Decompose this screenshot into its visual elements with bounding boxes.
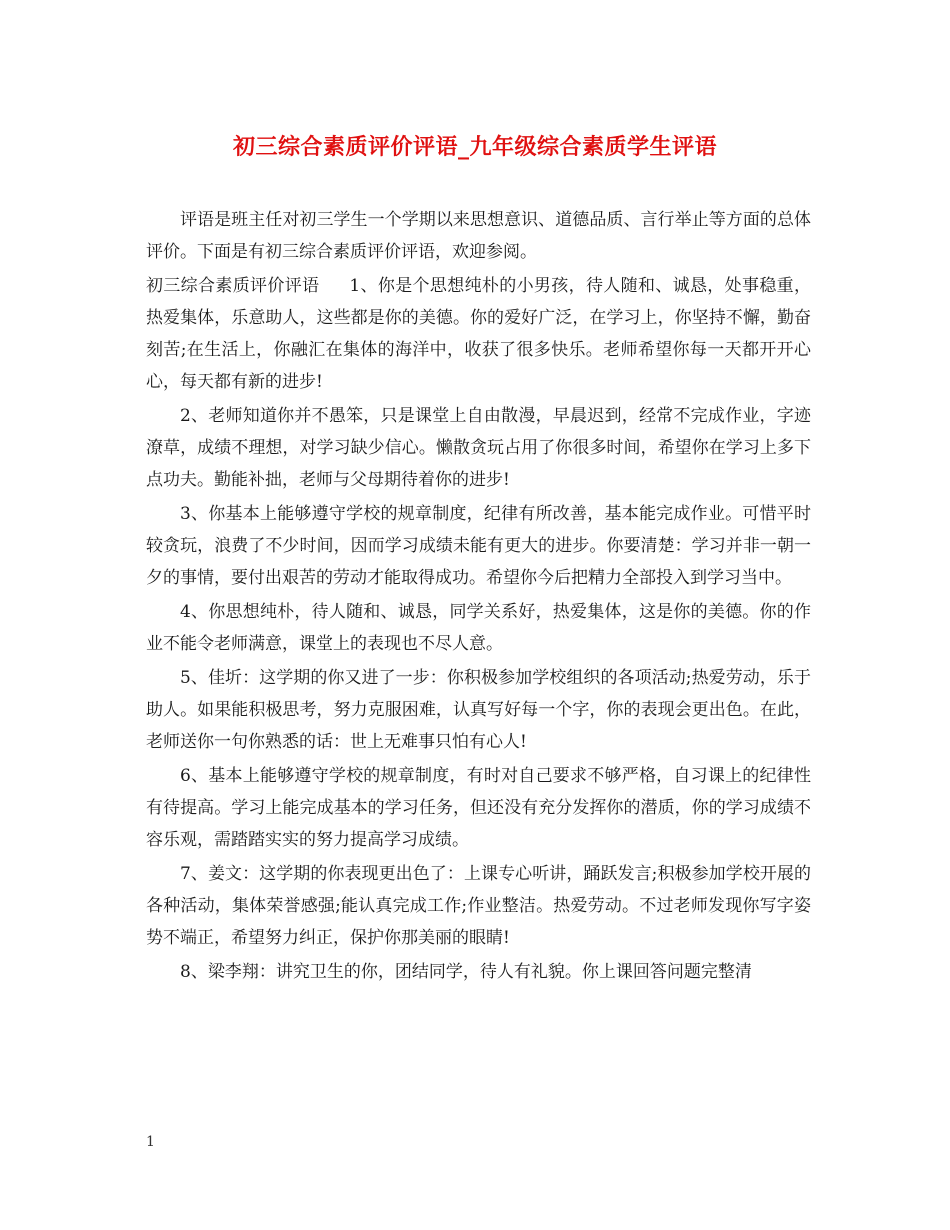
item-6: 6、基本上能够遵守学校的规章制度，有时对自己要求不够严格，自习课上的纪律性有待提高。学习上能完成基本的学习任务，但还没有充分发挥你的潜质，你的学习成绩不容乐观，需踏踏实实的努力提高学习成绩。 (146, 766, 811, 850)
item-8: 8、梁李翔：讲究卫生的你，团结同学，待人有礼貌。你上课回答问题完整清 (180, 962, 752, 982)
document-body (146, 204, 811, 990)
item-3: 3、你基本上能够遵守学校的规章制度，纪律有所改善，基本能完成作业。可惜平时较贪玩，浪费了不少时间，因而学习成绩未能有更大的进步。你要清楚：学习并非一朝一夕的事情，要付出艰苦的劳动才能取得成功。希望你今后把精力全部投入到学习当中。 (146, 504, 811, 588)
item-5: 5、佳圻：这学期的你又进了一步：你积极参加学校组织的各项活动;热爱劳动，乐于助人。如果能积极思考，努力克服困难，认真写好每一个字，你的表现会更出色。在此，老师送你一句你熟悉的话：世上无难事只怕有心人! (146, 668, 811, 752)
document-title: 初三综合素质评价评语_九年级综合素质学生评语 (232, 134, 717, 160)
item-4: 4、你思想纯朴，待人随和、诚恳，同学关系好，热爱集体，这是你的美德。你的作业不能令老师满意，课堂上的表现也不尽人意。 (146, 602, 811, 654)
item-2: 2、老师知道你并不愚笨，只是课堂上自由散漫，早晨迟到，经常不完成作业，字迹潦草，成绩不理想，对学习缺少信心。懒散贪玩占用了你很多时间，希望你在学习上多下点功夫。勤能补拙，老师与父母期待着你的进步! (146, 406, 811, 490)
intro-paragraph: 评语是班主任对初三学生一个学期以来思想意识、道德品质、言行举止等方面的总体评价。下面是有初三综合素质评价评语，欢迎参阅。 (146, 210, 811, 262)
item-1: 1、你是个思想纯朴的小男孩，待人随和、诚恳，处事稳重，热爱集体，乐意助人，这些都是你的美德。你的爱好广泛，在学习上，你坚持不懈，勤奋刻苦;在生活上，你融汇在集体的海洋中，收获了很多快乐。老师希望你每一天都开开心心，每天都有新的进步! (146, 276, 811, 392)
page-number: 1 (146, 1134, 155, 1150)
section-label: 初三综合素质评价评语 (146, 276, 320, 296)
item-7: 7、姜文：这学期的你表现更出色了：上课专心听讲，踊跃发言;积极参加学校开展的各种活动，集体荣誉感强;能认真完成工作;作业整洁。热爱劳动。不过老师发现你写字姿势不端正，希望努力纠正，保护你那美丽的眼睛! (146, 864, 811, 948)
first-item-paragraph (146, 270, 811, 398)
